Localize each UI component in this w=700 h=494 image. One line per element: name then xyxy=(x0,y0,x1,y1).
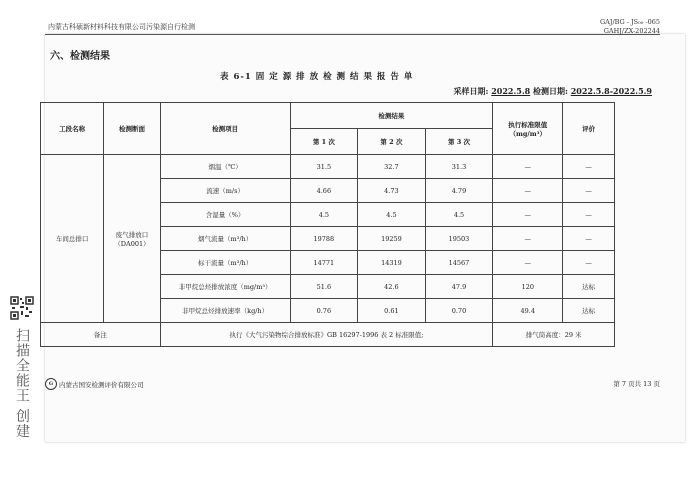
eval-cell: — xyxy=(563,155,615,179)
value-cell: 4.73 xyxy=(358,179,426,203)
section-name: 车间总排口 xyxy=(41,155,104,323)
value-cell: 19788 xyxy=(290,227,358,251)
sampling-dates xyxy=(453,86,652,97)
section-title: 六、检测结果 xyxy=(50,51,110,62)
footer-company xyxy=(45,378,144,390)
eval-cell: — xyxy=(563,179,615,203)
table-row xyxy=(41,155,615,179)
eval-cell: — xyxy=(563,227,615,251)
header-company: 内蒙古科硕新材料科技有限公司污染源自行检测 xyxy=(48,23,195,31)
item-cell: 烟气流量（m³/h） xyxy=(160,227,290,251)
value-cell: 14771 xyxy=(290,251,358,275)
test-date: 2022.5.8-2022.5.9 xyxy=(570,86,652,96)
header-limit: 执行标准限值（mg/m³） xyxy=(493,103,563,155)
sample-date: 2022.5.8 xyxy=(491,86,531,96)
eval-cell: — xyxy=(563,251,615,275)
test-date-label: 检测日期: xyxy=(532,86,568,96)
header-eval: 评价 xyxy=(563,103,615,155)
stack-height: 排气筒高度：29 米 xyxy=(493,323,615,347)
value-cell: 4.66 xyxy=(290,179,358,203)
limit-cell: — xyxy=(493,155,563,179)
item-cell: 非甲烷总烃排放速率（kg/h） xyxy=(160,299,290,323)
value-cell: 14567 xyxy=(425,251,493,275)
sample-date-label: 采样日期: xyxy=(453,86,489,96)
limit-cell: — xyxy=(493,179,563,203)
value-cell: 19259 xyxy=(358,227,426,251)
value-cell: 4.79 xyxy=(425,179,493,203)
header-code-bottom: GAHJ/ZX-202244 xyxy=(603,27,660,35)
value-cell: 51.6 xyxy=(290,275,358,299)
header-divider xyxy=(45,34,660,35)
value-cell: 0.61 xyxy=(358,299,426,323)
remark-label: 备注 xyxy=(41,323,161,347)
value-cell: 4.5 xyxy=(358,203,426,227)
company-logo-icon: G xyxy=(45,378,57,390)
eval-cell: — xyxy=(563,203,615,227)
value-cell: 32.7 xyxy=(358,155,426,179)
header-run-2: 第 2 次 xyxy=(358,129,426,155)
header-section: 工段名称 xyxy=(41,103,104,155)
limit-cell: — xyxy=(493,203,563,227)
footer-company-name: 内蒙古国安检测评价有限公司 xyxy=(59,380,144,389)
emission-report-table xyxy=(40,102,615,347)
limit-cell: 120 xyxy=(493,275,563,299)
value-cell: 14319 xyxy=(358,251,426,275)
value-cell: 0.76 xyxy=(290,299,358,323)
value-cell: 19503 xyxy=(425,227,493,251)
header-code-top: GAJ/BG - JS₀₀ -065 xyxy=(599,18,660,26)
item-cell: 非甲烷总烃排放浓度（mg/m³） xyxy=(160,275,290,299)
item-cell: 含湿量（%） xyxy=(160,203,290,227)
item-cell: 标干流量（m³/h） xyxy=(160,251,290,275)
value-cell: 0.70 xyxy=(425,299,493,323)
limit-cell: — xyxy=(493,251,563,275)
header-point: 检测断面 xyxy=(104,103,160,155)
limit-cell: 49.4 xyxy=(493,299,563,323)
qr-code-icon xyxy=(10,296,34,320)
item-cell: 烟温（℃） xyxy=(160,155,290,179)
value-cell: 42.6 xyxy=(358,275,426,299)
value-cell: 4.5 xyxy=(425,203,493,227)
header-run-3: 第 3 次 xyxy=(425,129,493,155)
remark-text: 执行《大气污染物综合排放标准》GB 16297-1996 表 2 标准限值; xyxy=(160,323,493,347)
eval-cell: 达标 xyxy=(563,299,615,323)
table-title: 表 6-1 固 定 源 排 放 检 测 结 果 报 告 单 xyxy=(220,72,414,82)
value-cell: 47.9 xyxy=(425,275,493,299)
value-cell: 31.3 xyxy=(425,155,493,179)
header-result: 检测结果 xyxy=(290,103,493,129)
value-cell: 31.5 xyxy=(290,155,358,179)
eval-cell: 达标 xyxy=(563,275,615,299)
item-cell: 流速（m/s） xyxy=(160,179,290,203)
header-item: 检测项目 xyxy=(160,103,290,155)
remark-row xyxy=(41,323,615,347)
point-name: 废气排放口（DA001） xyxy=(104,155,160,323)
scanner-watermark: 扫描全能王 创建 xyxy=(14,328,30,439)
limit-cell: — xyxy=(493,227,563,251)
header-run-1: 第 1 次 xyxy=(290,129,358,155)
value-cell: 4.5 xyxy=(290,203,358,227)
page-number: 第 7 页共 13 页 xyxy=(613,380,660,388)
